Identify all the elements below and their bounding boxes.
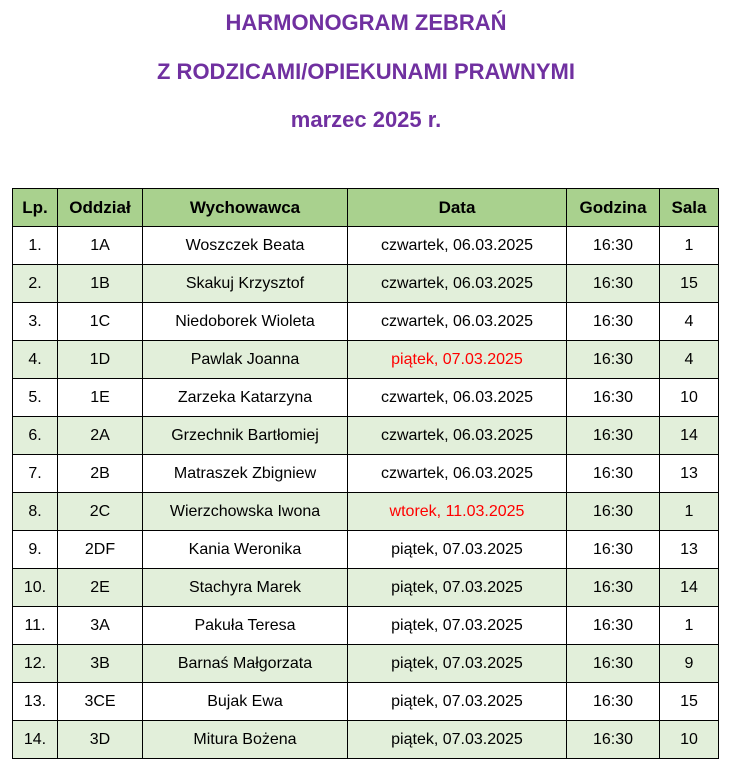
table-row [13,455,719,493]
cell-wychowawca: Wierzchowska Iwona [143,493,348,531]
cell-sala: 15 [660,683,719,721]
cell-oddzial: 1B [58,265,143,303]
cell-lp: 11. [13,607,58,645]
cell-godzina: 16:30 [567,455,660,493]
cell-godzina: 16:30 [567,417,660,455]
cell-sala: 13 [660,455,719,493]
cell-data: czwartek, 06.03.2025 [348,265,567,303]
cell-godzina: 16:30 [567,721,660,759]
cell-sala: 10 [660,379,719,417]
cell-wychowawca: Bujak Ewa [143,683,348,721]
cell-lp: 5. [13,379,58,417]
cell-sala: 9 [660,645,719,683]
cell-wychowawca: Zarzeka Katarzyna [143,379,348,417]
cell-godzina: 16:30 [567,265,660,303]
cell-data: piątek, 07.03.2025 [348,531,567,569]
table-row [13,417,719,455]
cell-wychowawca: Woszczek Beata [143,227,348,265]
table-row [13,379,719,417]
table-row [13,607,719,645]
cell-wychowawca: Mitura Bożena [143,721,348,759]
column-header-oddzial: Oddział [58,189,143,227]
title-line-1: HARMONOGRAM ZEBRAŃ [225,10,507,35]
cell-sala: 1 [660,227,719,265]
table-row [13,227,719,265]
cell-godzina: 16:30 [567,531,660,569]
cell-wychowawca: Skakuj Krzysztof [143,265,348,303]
cell-wychowawca: Pakuła Teresa [143,607,348,645]
cell-sala: 13 [660,531,719,569]
cell-lp: 6. [13,417,58,455]
cell-sala: 1 [660,607,719,645]
column-header-data: Data [348,189,567,227]
table-row [13,721,719,759]
cell-oddzial: 3B [58,645,143,683]
table-row [13,493,719,531]
cell-lp: 10. [13,569,58,607]
cell-sala: 4 [660,341,719,379]
cell-data: piątek, 07.03.2025 [348,607,567,645]
cell-sala: 14 [660,417,719,455]
cell-wychowawca: Stachyra Marek [143,569,348,607]
cell-lp: 8. [13,493,58,531]
meeting-schedule-table [12,188,719,759]
table-row [13,569,719,607]
cell-lp: 4. [13,341,58,379]
cell-oddzial: 3D [58,721,143,759]
table-row [13,645,719,683]
column-header-godzina: Godzina [567,189,660,227]
cell-data: piątek, 07.03.2025 [348,721,567,759]
cell-lp: 3. [13,303,58,341]
cell-godzina: 16:30 [567,303,660,341]
cell-data: czwartek, 06.03.2025 [348,455,567,493]
cell-oddzial: 1A [58,227,143,265]
cell-oddzial: 2DF [58,531,143,569]
cell-sala: 4 [660,303,719,341]
cell-wychowawca: Niedoborek Wioleta [143,303,348,341]
table-header-row [13,189,719,227]
cell-godzina: 16:30 [567,607,660,645]
cell-lp: 13. [13,683,58,721]
table-row [13,303,719,341]
cell-data: czwartek, 06.03.2025 [348,227,567,265]
title-line-3: marzec 2025 r. [290,107,442,132]
column-header-sala: Sala [660,189,719,227]
cell-godzina: 16:30 [567,683,660,721]
cell-data-highlighted: piątek, 07.03.2025 [348,341,567,379]
table-row [13,531,719,569]
cell-wychowawca: Barnaś Małgorzata [143,645,348,683]
cell-sala: 15 [660,265,719,303]
cell-lp: 2. [13,265,58,303]
cell-oddzial: 1D [58,341,143,379]
column-header-wychowawca: Wychowawca [143,189,348,227]
table-row [13,341,719,379]
cell-data: piątek, 07.03.2025 [348,569,567,607]
table-row [13,683,719,721]
cell-lp: 14. [13,721,58,759]
cell-oddzial: 2B [58,455,143,493]
cell-godzina: 16:30 [567,341,660,379]
cell-godzina: 16:30 [567,569,660,607]
cell-oddzial: 1E [58,379,143,417]
cell-godzina: 16:30 [567,645,660,683]
cell-oddzial: 3CE [58,683,143,721]
cell-lp: 9. [13,531,58,569]
cell-wychowawca: Pawlak Joanna [143,341,348,379]
cell-data: czwartek, 06.03.2025 [348,303,567,341]
cell-sala: 14 [660,569,719,607]
cell-data: piątek, 07.03.2025 [348,683,567,721]
cell-data: piątek, 07.03.2025 [348,645,567,683]
cell-data: czwartek, 06.03.2025 [348,379,567,417]
cell-sala: 10 [660,721,719,759]
cell-oddzial: 3A [58,607,143,645]
cell-godzina: 16:30 [567,379,660,417]
column-header-lp: Lp. [13,189,58,227]
cell-lp: 12. [13,645,58,683]
cell-wychowawca: Kania Weronika [143,531,348,569]
table-row [13,265,719,303]
cell-lp: 1. [13,227,58,265]
cell-godzina: 16:30 [567,227,660,265]
title-line-2: Z RODZICAMI/OPIEKUNAMI PRAWNYMI [157,59,575,84]
cell-data-highlighted: wtorek, 11.03.2025 [348,493,567,531]
cell-oddzial: 2A [58,417,143,455]
cell-data: czwartek, 06.03.2025 [348,417,567,455]
cell-oddzial: 2E [58,569,143,607]
cell-oddzial: 1C [58,303,143,341]
cell-sala: 1 [660,493,719,531]
cell-lp: 7. [13,455,58,493]
cell-wychowawca: Grzechnik Bartłomiej [143,417,348,455]
cell-godzina: 16:30 [567,493,660,531]
cell-wychowawca: Matraszek Zbigniew [143,455,348,493]
cell-oddzial: 2C [58,493,143,531]
